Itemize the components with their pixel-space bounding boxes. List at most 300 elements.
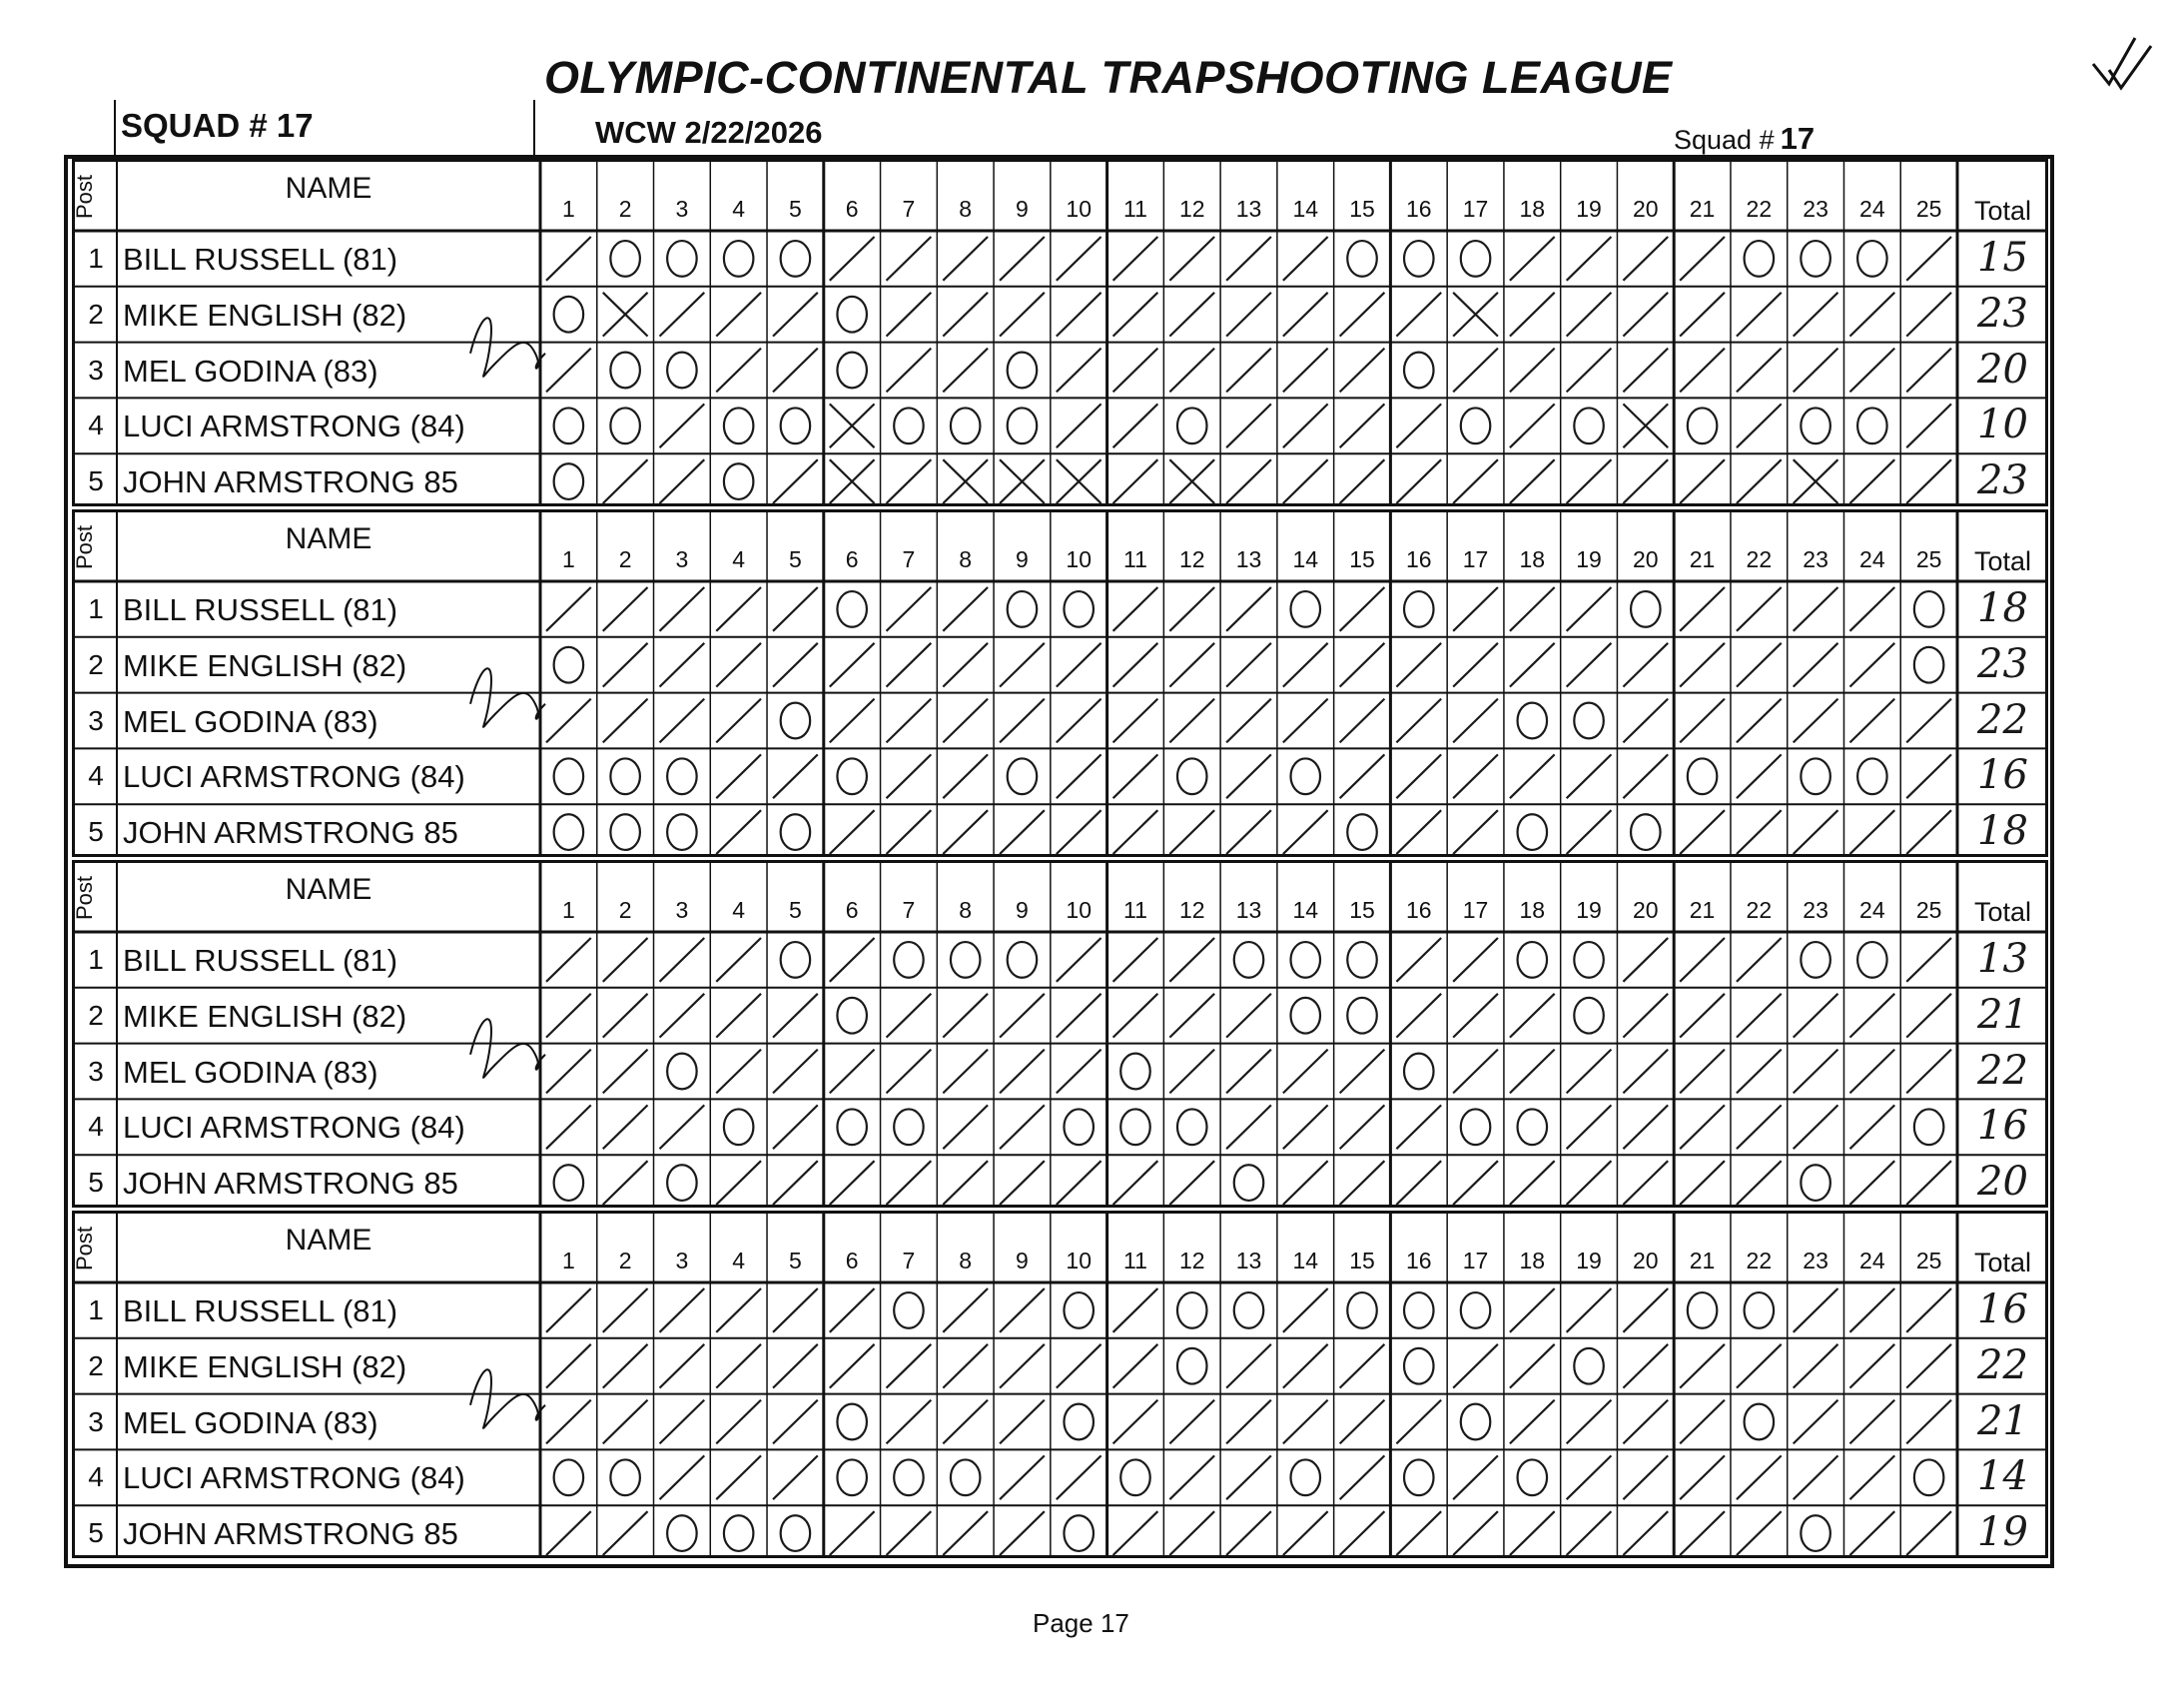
hit-mark (887, 810, 932, 854)
hit-stroke (1849, 994, 1894, 1038)
hit-stroke (1283, 1400, 1328, 1444)
hit-stroke (1169, 293, 1214, 337)
hit-stroke (1453, 1344, 1498, 1388)
initials-signature (470, 668, 545, 727)
hit-mark (1453, 1511, 1498, 1555)
miss-circle (1857, 408, 1887, 443)
hit-stroke (1169, 237, 1214, 281)
target-number-header: 15 (1349, 196, 1375, 222)
miss-circle (667, 814, 697, 850)
hit-mark (773, 349, 818, 393)
miss-circle (837, 1459, 867, 1495)
hit-mark (1396, 994, 1441, 1038)
hit-stroke (1849, 587, 1894, 631)
hit-mark (1510, 1161, 1555, 1205)
hit-mark (1623, 1105, 1668, 1149)
hit-mark (1226, 1344, 1271, 1388)
hit-stroke (1283, 1344, 1328, 1388)
hit-stroke (830, 237, 875, 281)
miss-mark (1518, 942, 1548, 978)
target-number-header: 5 (789, 1248, 802, 1274)
miss-circle (1234, 942, 1264, 978)
hit-stroke (546, 994, 591, 1038)
hit-mark (773, 1161, 818, 1205)
hit-mark (1226, 1400, 1271, 1444)
hit-mark (1737, 1344, 1782, 1388)
hit-mark (1453, 994, 1498, 1038)
hit-mark (1057, 754, 1101, 798)
post-number: 3 (88, 1055, 104, 1087)
hit-stroke (546, 1344, 591, 1388)
hit-stroke (1113, 349, 1158, 393)
hit-mark (1794, 349, 1838, 393)
hit-mark (1623, 349, 1668, 393)
miss-circle (1518, 703, 1548, 739)
hit-mark (1794, 1400, 1838, 1444)
miss-circle (1801, 942, 1830, 978)
hit-mark (1737, 404, 1782, 447)
hit-mark (660, 994, 705, 1038)
hit-mark (1623, 1400, 1668, 1444)
hit-stroke (773, 643, 818, 687)
miss-circle (1914, 647, 1944, 683)
hit-mark (1113, 1511, 1158, 1555)
hit-stroke (1794, 293, 1838, 337)
shooter-name: MEL GODINA (83) (123, 1404, 378, 1440)
target-number-header: 25 (1915, 1248, 1942, 1274)
hit-stroke (1057, 938, 1101, 982)
total-header: Total (1973, 1248, 2032, 1277)
hit-stroke (1680, 1511, 1725, 1555)
hit-mark (943, 1161, 988, 1205)
round-total: 21 (1977, 991, 2028, 1038)
hit-stroke (1226, 754, 1271, 798)
hit-stroke (1906, 1050, 1951, 1094)
hit-mark (1113, 1344, 1158, 1388)
miss-mark (1177, 758, 1207, 794)
hit-stroke (887, 810, 932, 854)
miss-circle (1461, 241, 1491, 277)
hit-stroke (1794, 1455, 1838, 1499)
hit-mark (1794, 994, 1838, 1038)
miss-mark (1574, 998, 1604, 1034)
miss-circle (1574, 1348, 1604, 1384)
hit-mark (773, 1455, 818, 1499)
hit-mark (1567, 293, 1612, 337)
miss-circle (1347, 1292, 1377, 1328)
hit-mark (603, 1105, 648, 1149)
hit-stroke (1169, 938, 1214, 982)
hit-stroke (1737, 349, 1782, 393)
hit-stroke (546, 1400, 591, 1444)
hit-mark (1057, 404, 1101, 447)
hit-mark (603, 643, 648, 687)
miss-mark (554, 1165, 584, 1201)
hit-mark (887, 1050, 932, 1094)
hit-mark (1113, 349, 1158, 393)
target-number-header: 20 (1633, 546, 1659, 572)
hit-stroke (1113, 1288, 1158, 1332)
miss-circle (554, 408, 584, 443)
hit-stroke (1226, 810, 1271, 854)
miss-circle (1008, 942, 1038, 978)
hit-mark (1226, 459, 1271, 503)
hit-mark (1226, 1455, 1271, 1499)
hit-stroke (1396, 643, 1441, 687)
hit-mark (1794, 1288, 1838, 1332)
hit-stroke (1849, 1288, 1894, 1332)
hit-stroke (660, 459, 705, 503)
hit-stroke (1849, 1050, 1894, 1094)
target-number-header: 12 (1178, 196, 1205, 222)
miss-mark (781, 942, 811, 978)
hit-stroke (1340, 1344, 1385, 1388)
target-number-header: 17 (1462, 546, 1489, 572)
hit-stroke (1169, 699, 1214, 743)
hit-stroke (1396, 994, 1441, 1038)
hit-stroke (1567, 1511, 1612, 1555)
miss-circle (554, 647, 584, 683)
hit-mark (1567, 1400, 1612, 1444)
miss-mark (1574, 942, 1604, 978)
hit-mark (887, 349, 932, 393)
hit-mark (1849, 1511, 1894, 1555)
hit-mark (1453, 459, 1498, 503)
target-number-header: 22 (1746, 196, 1773, 222)
hit-mark (773, 1344, 818, 1388)
hit-mark (1000, 237, 1045, 281)
hit-stroke (546, 1288, 591, 1332)
miss-circle (1120, 1054, 1150, 1090)
miss-mark (554, 297, 584, 333)
round-block (72, 159, 2048, 506)
target-number-header: 17 (1462, 1248, 1489, 1274)
hit-mark (1340, 1161, 1385, 1205)
hit-stroke (1113, 237, 1158, 281)
hit-stroke (887, 699, 932, 743)
hit-mark (1849, 1050, 1894, 1094)
hit-mark (1057, 643, 1101, 687)
hit-mark (1680, 994, 1725, 1038)
hit-mark (1340, 1400, 1385, 1444)
hit-mark (1906, 1050, 1951, 1094)
hit-stroke (887, 994, 932, 1038)
miss-mark (667, 1165, 697, 1201)
miss-circle (1177, 1292, 1207, 1328)
target-number-header: 19 (1576, 897, 1602, 923)
hit-stroke (546, 1511, 591, 1555)
hit-mark (1396, 1511, 1441, 1555)
miss-mark (1461, 1109, 1491, 1145)
shooter-name: JOHN ARMSTRONG 85 (123, 815, 458, 851)
hit-stroke (1340, 459, 1385, 503)
hit-stroke (1226, 587, 1271, 631)
hit-mark (943, 1050, 988, 1094)
hit-mark (1226, 1105, 1271, 1149)
miss-circle (1461, 1404, 1491, 1440)
hit-stroke (1623, 293, 1668, 337)
post-number: 5 (88, 1517, 104, 1549)
post-number: 3 (88, 1405, 104, 1437)
hit-stroke (716, 1400, 761, 1444)
miss-circle (1291, 942, 1321, 978)
hit-stroke (660, 1455, 705, 1499)
miss-circle (837, 1109, 867, 1145)
hit-stroke (1113, 643, 1158, 687)
hit-stroke (1510, 1050, 1555, 1094)
target-number-header: 18 (1519, 897, 1546, 923)
hit-stroke (1567, 1050, 1612, 1094)
miss-circle (951, 408, 981, 443)
hit-stroke (660, 1344, 705, 1388)
hit-stroke (1113, 938, 1158, 982)
hit-mark (1510, 1050, 1555, 1094)
miss-circle (1404, 591, 1434, 627)
hit-stroke (603, 1161, 648, 1205)
hit-mark (1169, 1050, 1214, 1094)
hit-mark (546, 699, 591, 743)
target-number-header: 4 (732, 196, 746, 222)
hit-stroke (1453, 938, 1498, 982)
hit-mark (1453, 1344, 1498, 1388)
hit-stroke (1113, 754, 1158, 798)
post-number: 4 (88, 1111, 104, 1143)
hit-mark (1849, 1455, 1894, 1499)
miss-circle (554, 463, 584, 499)
hit-stroke (1057, 643, 1101, 687)
hit-mark (830, 1511, 875, 1555)
miss-circle (1404, 1054, 1434, 1090)
hit-mark (1000, 1511, 1045, 1555)
miss-mark (1574, 408, 1604, 443)
hit-mark (1340, 404, 1385, 447)
hit-mark (1510, 1400, 1555, 1444)
hit-stroke (1849, 1344, 1894, 1388)
miss-mark (667, 241, 697, 277)
target-number-header: 10 (1066, 196, 1092, 222)
target-number-header: 6 (845, 897, 859, 923)
hit-mark (1567, 1050, 1612, 1094)
hit-stroke (1226, 1050, 1271, 1094)
hit-mark (1057, 1161, 1101, 1205)
miss-mark (1234, 942, 1264, 978)
hit-mark (546, 1400, 591, 1444)
hit-stroke (1000, 994, 1045, 1038)
miss-circle (781, 814, 811, 850)
x-mark (1000, 459, 1045, 503)
hit-mark (1340, 1511, 1385, 1555)
hit-mark (546, 994, 591, 1038)
event-date: WCW 2/22/2026 (595, 115, 823, 150)
miss-mark (1518, 1109, 1548, 1145)
shooter-name: MEL GODINA (83) (123, 703, 378, 739)
miss-mark (1461, 1404, 1491, 1440)
hit-stroke (546, 587, 591, 631)
target-number-header: 22 (1746, 897, 1773, 923)
hit-stroke (1680, 1105, 1725, 1149)
hit-stroke (716, 293, 761, 337)
hit-mark (773, 1288, 818, 1332)
miss-mark (1801, 408, 1830, 443)
hit-stroke (1057, 349, 1101, 393)
miss-mark (610, 814, 640, 850)
hit-stroke (1623, 237, 1668, 281)
hit-mark (1680, 1511, 1725, 1555)
miss-circle (894, 1109, 924, 1145)
hit-mark (1000, 1344, 1045, 1388)
hit-stroke (943, 699, 988, 743)
hit-mark (1510, 643, 1555, 687)
hit-stroke (887, 1050, 932, 1094)
hit-stroke (603, 1344, 648, 1388)
hit-mark (546, 587, 591, 631)
target-number-header: 22 (1746, 546, 1773, 572)
hit-stroke (1113, 1400, 1158, 1444)
miss-circle (1177, 1348, 1207, 1384)
hit-mark (1000, 994, 1045, 1038)
round-block (72, 509, 2048, 857)
post-number: 2 (88, 1349, 104, 1381)
hit-mark (773, 459, 818, 503)
hit-mark (1849, 349, 1894, 393)
miss-circle (951, 1459, 981, 1495)
hit-mark (830, 1344, 875, 1388)
hit-stroke (1000, 1161, 1045, 1205)
hit-mark (716, 1344, 761, 1388)
target-number-header: 3 (675, 897, 689, 923)
hit-stroke (1510, 349, 1555, 393)
hit-stroke (1680, 1344, 1725, 1388)
hit-mark (546, 938, 591, 982)
miss-mark (1745, 1404, 1775, 1440)
miss-mark (951, 1459, 981, 1495)
target-number-header: 18 (1519, 1248, 1546, 1274)
hit-stroke (1453, 643, 1498, 687)
hit-stroke (1113, 1511, 1158, 1555)
round-total: 23 (1977, 290, 2028, 337)
hit-stroke (1113, 1161, 1158, 1205)
round-total: 15 (1977, 235, 2028, 281)
miss-circle (1234, 1292, 1264, 1328)
hit-mark (1680, 349, 1725, 393)
target-number-header: 24 (1859, 546, 1885, 572)
hit-mark (546, 1344, 591, 1388)
hit-mark (1000, 1400, 1045, 1444)
miss-mark (1801, 758, 1830, 794)
hit-mark (660, 1105, 705, 1149)
round-total: 22 (1977, 1341, 2028, 1388)
hit-stroke (1680, 699, 1725, 743)
hit-stroke (1340, 349, 1385, 393)
hit-stroke (887, 349, 932, 393)
miss-mark (781, 703, 811, 739)
hit-mark (943, 293, 988, 337)
hit-stroke (1453, 587, 1498, 631)
hit-stroke (1057, 699, 1101, 743)
miss-circle (1404, 241, 1434, 277)
hit-mark (1794, 1050, 1838, 1094)
hit-stroke (546, 237, 591, 281)
miss-mark (1008, 408, 1038, 443)
miss-mark (1461, 1292, 1491, 1328)
miss-circle (1347, 241, 1377, 277)
hit-stroke (773, 1050, 818, 1094)
hit-mark (943, 1105, 988, 1149)
hit-stroke (943, 237, 988, 281)
miss-circle (1857, 758, 1887, 794)
hit-mark (1849, 1400, 1894, 1444)
miss-mark (1745, 1292, 1775, 1328)
miss-mark (1404, 1054, 1434, 1090)
hit-stroke (1340, 293, 1385, 337)
hit-stroke (887, 1344, 932, 1388)
miss-mark (1347, 814, 1377, 850)
hit-mark (1000, 293, 1045, 337)
hit-mark (1623, 459, 1668, 503)
hit-stroke (660, 938, 705, 982)
hit-stroke (546, 349, 591, 393)
target-number-header: 25 (1915, 897, 1942, 923)
hit-stroke (1906, 293, 1951, 337)
miss-circle (724, 1109, 754, 1145)
hit-mark (1340, 754, 1385, 798)
miss-mark (1461, 241, 1491, 277)
miss-mark (1008, 942, 1038, 978)
miss-circle (667, 353, 697, 389)
hit-stroke (1396, 1105, 1441, 1149)
shooter-name: LUCI ARMSTRONG (84) (123, 1110, 465, 1146)
hit-stroke (1510, 1288, 1555, 1332)
hit-stroke (716, 810, 761, 854)
hit-mark (943, 643, 988, 687)
hit-mark (1906, 810, 1951, 854)
miss-circle (1914, 1459, 1944, 1495)
hit-mark (1057, 1050, 1101, 1094)
miss-circle (1347, 814, 1377, 850)
hit-mark (1737, 1511, 1782, 1555)
hit-stroke (1737, 404, 1782, 447)
hit-stroke (943, 1511, 988, 1555)
miss-mark (1461, 408, 1491, 443)
post-number: 4 (88, 760, 104, 792)
hit-mark (943, 754, 988, 798)
hit-mark (1340, 349, 1385, 393)
target-number-header: 17 (1462, 897, 1489, 923)
target-number-header: 8 (959, 546, 973, 572)
target-number-header: 7 (902, 196, 916, 222)
hit-mark (603, 1344, 648, 1388)
hit-mark (1849, 1161, 1894, 1205)
hit-stroke (546, 699, 591, 743)
hit-mark (1906, 754, 1951, 798)
target-number-header: 13 (1235, 196, 1262, 222)
hit-mark (773, 587, 818, 631)
hit-mark (1057, 349, 1101, 393)
hit-mark (773, 1400, 818, 1444)
round-block (72, 860, 2048, 1208)
hit-mark (603, 459, 648, 503)
hit-mark (1680, 1105, 1725, 1149)
hit-mark (1283, 643, 1328, 687)
hit-mark (660, 938, 705, 982)
miss-circle (837, 353, 867, 389)
hit-mark (1057, 1344, 1101, 1388)
hit-mark (1510, 349, 1555, 393)
hit-stroke (773, 1455, 818, 1499)
hit-stroke (1113, 810, 1158, 854)
shooter-name: LUCI ARMSTRONG (84) (123, 409, 465, 444)
hit-stroke (660, 1400, 705, 1444)
